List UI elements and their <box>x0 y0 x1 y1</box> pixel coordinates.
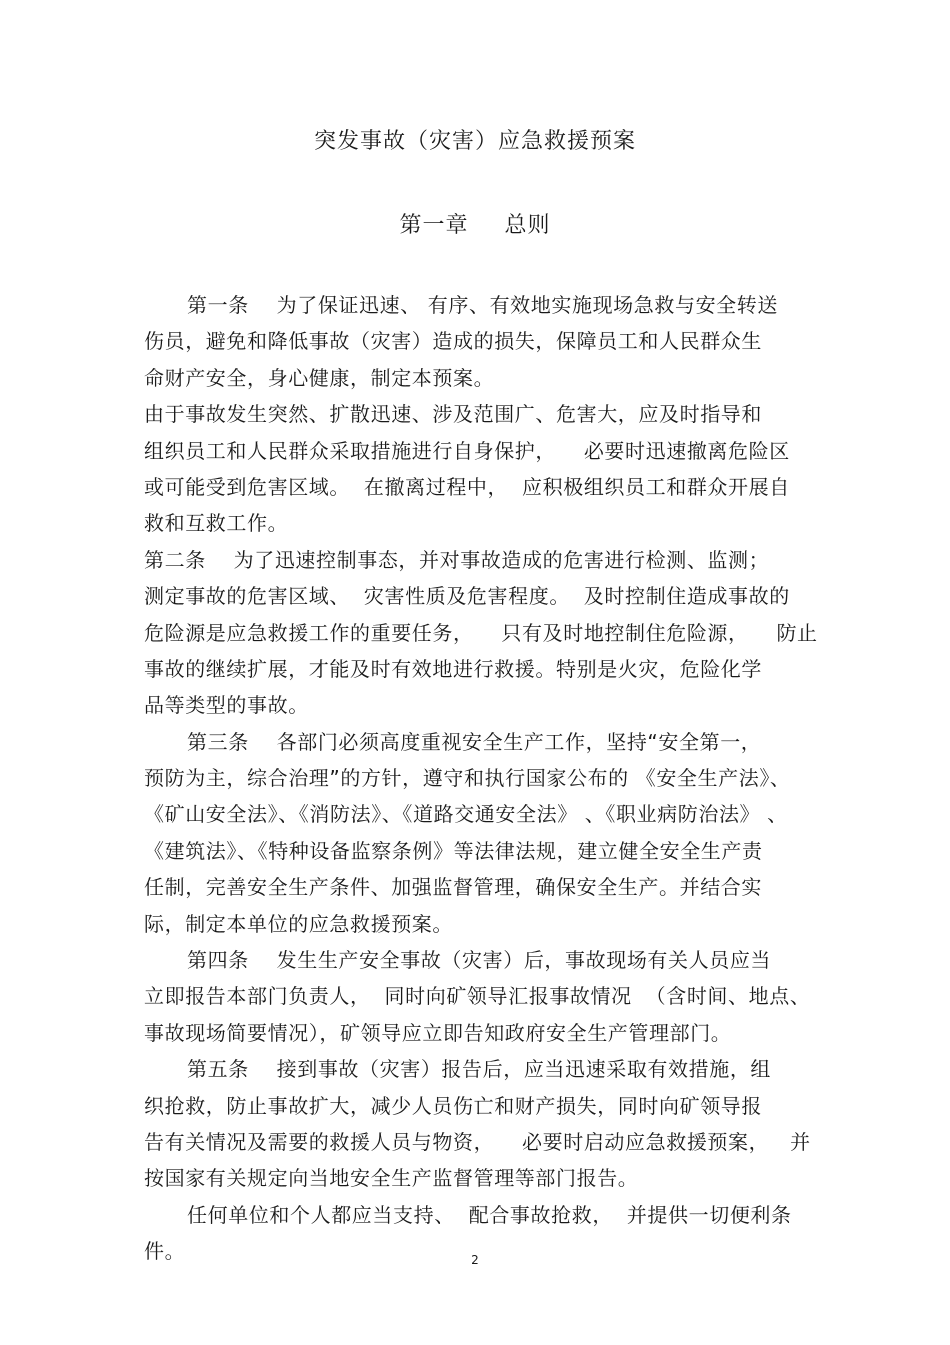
text-line: 测定事故的危害区域、 灾害性质及危害程度。 及时控制住造成事故的 <box>144 584 790 609</box>
document-body <box>144 287 818 1270</box>
text-line: 事故现场简要情况），矿领导应立即告知政府安全生产管理部门。 <box>144 1020 732 1045</box>
text-line: 《建筑法》、《特种设备监察条例》等法律法规，建立健全安全生产责 <box>144 838 763 863</box>
text-line: 任制，完善安全生产条件、加强监督管理，确保安全生产。并结合实 <box>144 875 762 900</box>
text-line: 预防为主，综合治理”的方针，遵守和执行国家公布的 《安全生产法》、 <box>144 766 791 791</box>
chapter-name: 总则 <box>504 213 551 238</box>
text-line: 事故的继续扩展，才能及时有效地进行救援。特别是火灾，危险化学 <box>144 656 762 681</box>
text-line: 第二条 为了迅速控制事态，并对事故造成的危害进行检测、监测； <box>144 547 770 572</box>
text-line: 《矿山安全法》、《消防法》、《道路交通安全法》 、《职业病防治法》 、 <box>144 802 788 827</box>
document-title: 突发事故（灾害）应急救援预案 <box>313 129 636 154</box>
text-line: 第三条 各部门必须高度重视安全生产工作，坚持“安全第一， <box>187 729 762 754</box>
text-line: 任何单位和个人都应当支持、 配合事故抢救， 并提供一切便利条 <box>187 1202 792 1227</box>
chapter-heading <box>0 208 950 239</box>
text-line: 由于事故发生突然、扩散迅速、涉及范围广、危害大，应及时指导和 <box>144 402 762 427</box>
text-line: 立即报告本部门负责人， 同时向矿领导汇报事故情况 （含时间、地点、 <box>144 984 811 1009</box>
text-line: 织抢救，防止事故扩大，减少人员伤亡和财产损失，同时向矿领导报 <box>144 1093 762 1118</box>
text-line: 救和互救工作。 <box>144 511 289 536</box>
chapter-number: 第一章 <box>399 213 469 238</box>
text-line: 品等类型的事故。 <box>144 693 309 718</box>
text-line: 命财产安全，身心健康，制定本预案。 <box>144 365 495 390</box>
text-line: 组织员工和人民群众采取措施进行自身保护， 必要时迅速撤离危险区 <box>144 438 790 463</box>
text-line: 第四条 发生生产安全事故（灾害）后，事故现场有关人员应当 <box>187 948 772 973</box>
text-line: 告有关情况及需要的救援人员与物资， 必要时启动应急救援预案， 并 <box>144 1129 811 1154</box>
text-line: 第一条 为了保证迅速、 有序、有效地实施现场急救与安全转送 <box>187 293 778 317</box>
text-line: 件。 <box>144 1239 186 1264</box>
text-line: 或可能受到危害区域。 在撤离过程中， 应积极组织员工和群众开展自 <box>144 474 790 499</box>
text-line: 伤员，避免和降低事故（灾害）造成的损失，保障员工和人民群众生 <box>144 329 762 354</box>
page-number: 2 <box>471 1253 479 1267</box>
text-line: 危险源是应急救援工作的重要任务， 只有及时地控制住危险源， 防止 <box>144 620 818 645</box>
text-line: 第五条 接到事故（灾害）报告后，应当迅速采取有效措施，组 <box>187 1057 772 1082</box>
text-line: 际，制定本单位的应急救援预案。 <box>144 911 453 936</box>
text-line: 按国家有关规定向当地安全生产监督管理等部门报告。 <box>144 1166 639 1191</box>
